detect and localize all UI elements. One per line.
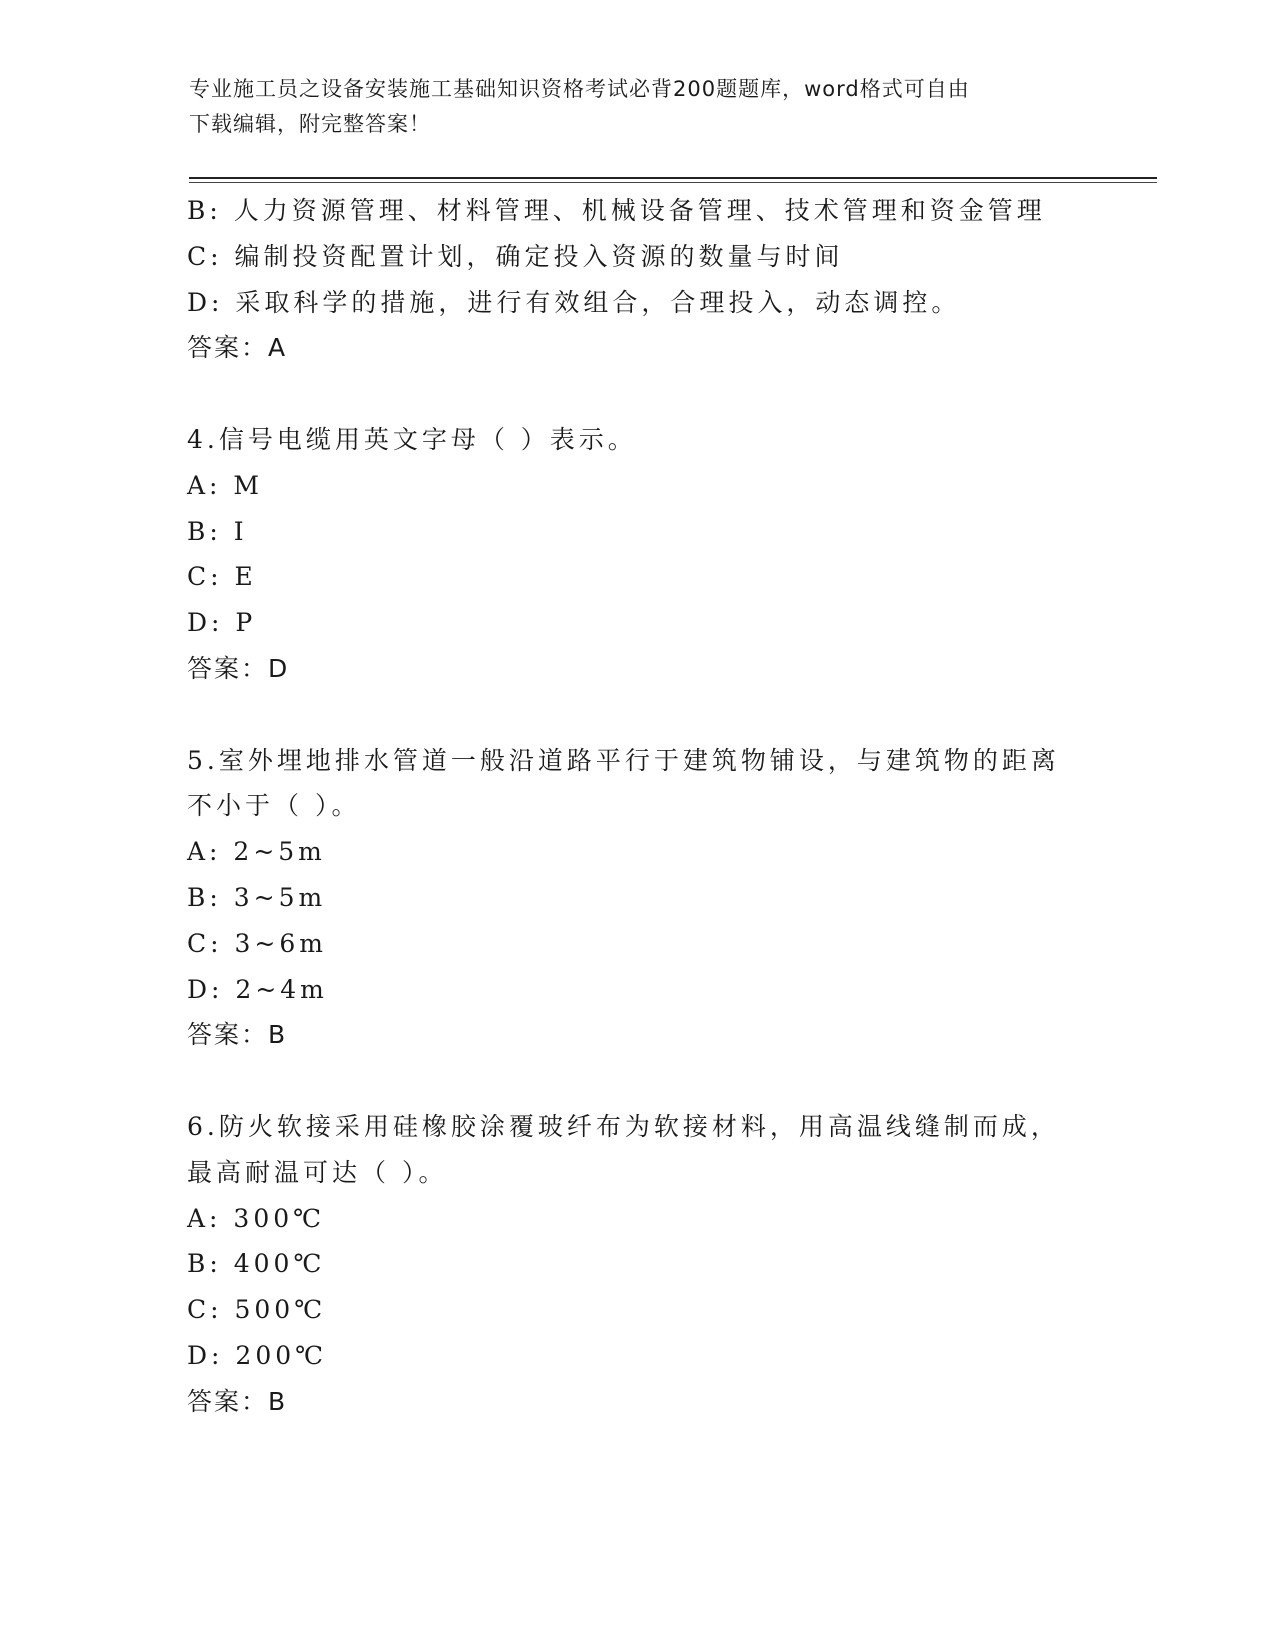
question-text-line-1: 5.室外埋地排水管道一般沿道路平行于建筑物铺设，与建筑物的距离 xyxy=(187,745,1060,775)
option-a: A: 2~5m xyxy=(187,837,326,867)
option-a: A: M xyxy=(187,470,264,500)
option-d: D: 200℃ xyxy=(187,1340,328,1370)
option-d: D: 采取科学的措施，进行有效组合，合理投入，动态调控。 xyxy=(187,287,961,317)
question-3-continued xyxy=(187,188,1147,371)
spacer xyxy=(187,1058,1147,1104)
question-text-line-2: 不小于（ ）。 xyxy=(187,791,361,821)
option-b: B: 人力资源管理、材料管理、机械设备管理、技术管理和资金管理 xyxy=(187,196,1046,225)
answer: 答案：D xyxy=(187,653,290,683)
question-5 xyxy=(187,738,1147,1059)
question-list xyxy=(187,188,1147,1425)
question-6 xyxy=(187,1104,1147,1425)
answer: 答案：B xyxy=(187,1386,288,1416)
question-text-line-1: 6.防火软接采用硅橡胶涂覆玻纤布为软接材料，用高温线缝制而成， xyxy=(187,1111,1060,1141)
header-divider-thick xyxy=(189,177,1157,179)
header-divider-thin xyxy=(189,182,1157,183)
document-header xyxy=(189,72,1089,142)
header-title-line-2: 下载编辑，附完整答案！ xyxy=(189,112,431,136)
option-b: B: 3~5m xyxy=(187,882,327,912)
spacer xyxy=(187,371,1147,417)
answer: 答案：A xyxy=(187,333,288,363)
question-4 xyxy=(187,417,1147,692)
option-c: C: E xyxy=(187,562,257,592)
option-c: C: 3~6m xyxy=(187,928,327,958)
option-c: C: 500℃ xyxy=(187,1295,327,1325)
option-a: A: 300℃ xyxy=(187,1203,326,1233)
option-d: D: P xyxy=(187,608,257,638)
question-text-line-2: 最高耐温可达（ ）。 xyxy=(187,1157,448,1187)
option-b: B: 400℃ xyxy=(187,1249,326,1279)
answer: 答案：B xyxy=(187,1020,288,1050)
question-text: 4.信号电缆用英文字母（ ）表示。 xyxy=(187,424,637,454)
option-d: D: 2~4m xyxy=(187,974,328,1004)
spacer xyxy=(187,692,1147,738)
option-c: C: 编制投资配置计划，确定投入资源的数量与时间 xyxy=(187,241,844,271)
header-title-line-1: 专业施工员之设备安装施工基础知识资格考试必背200题题库，word格式可自由 xyxy=(189,77,970,101)
option-b: B: I xyxy=(187,516,248,546)
